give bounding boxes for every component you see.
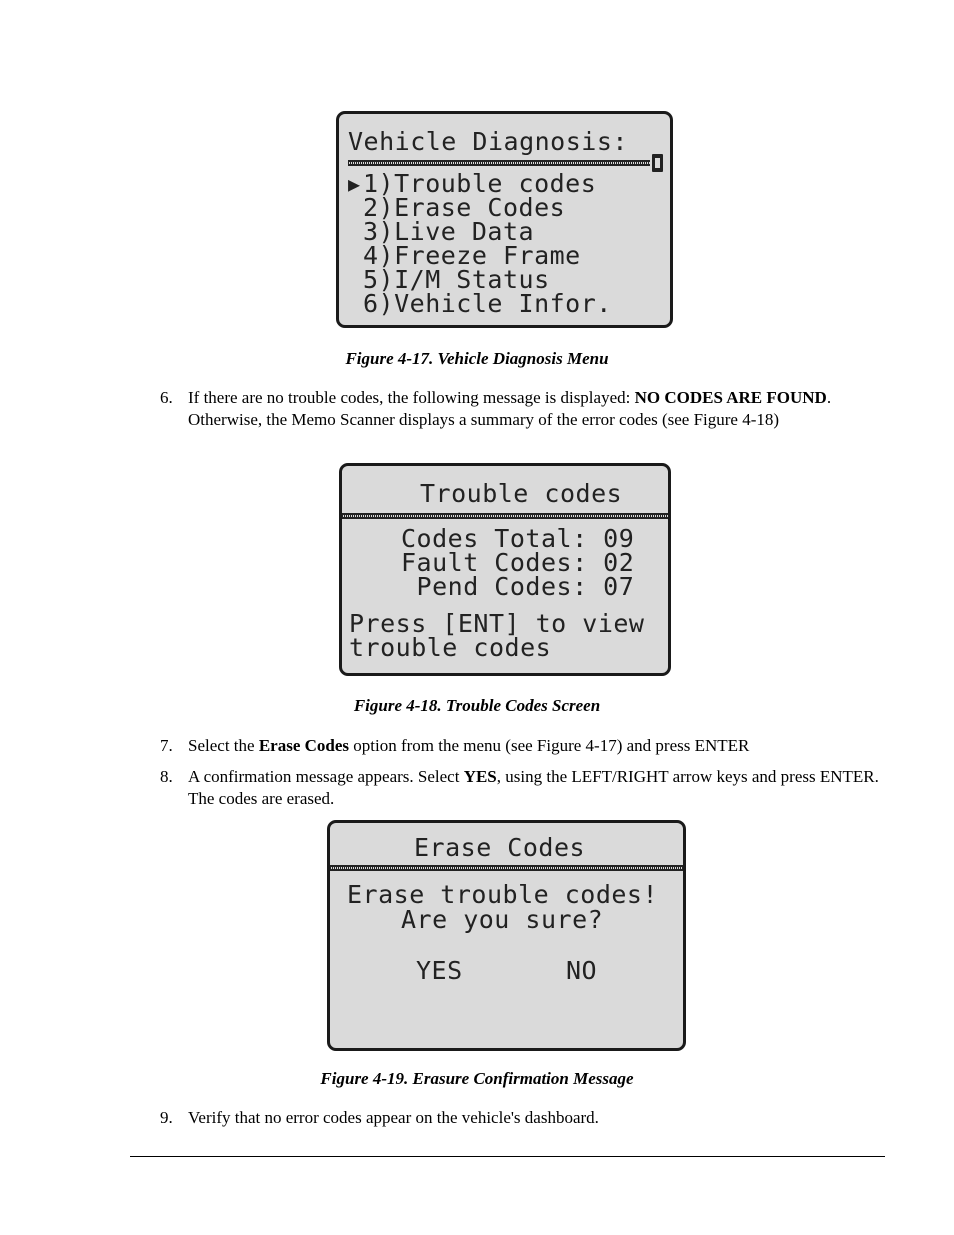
menu-item-erase-codes: 2)Erase Codes <box>363 193 566 222</box>
screen-title: Vehicle Diagnosis: <box>348 127 628 156</box>
step-text-part: option from the menu (see Figure 4-17) and press ENTER <box>349 736 750 755</box>
prompt-line: trouble codes <box>349 633 552 662</box>
step-text-part: A confirmation message appears. Select <box>188 767 464 786</box>
step-text-bold: YES <box>463 767 497 786</box>
step-text: Verify that no error codes appear on the vehicle's dashboard. <box>188 1108 599 1127</box>
pend-codes-line: Pend Codes: 07 <box>401 572 635 601</box>
figure-caption: Figure 4-19. Erasure Confirmation Message <box>320 1069 634 1088</box>
screen-title: Trouble codes <box>420 479 623 508</box>
step-text-part: , using the LEFT/RIGHT arrow keys and press ENTER. The codes are erased. <box>188 767 879 808</box>
menu-item-freeze-frame: 4)Freeze Frame <box>363 241 581 270</box>
footer-rule <box>130 1156 885 1157</box>
title-divider <box>330 865 686 871</box>
step-number: 8. <box>160 767 173 786</box>
no-option: NO <box>566 956 598 985</box>
menu-item-vehicle-infor: 6)Vehicle Infor. <box>363 289 612 318</box>
fault-codes-line: Fault Codes: 02 <box>401 548 635 577</box>
title-divider <box>342 513 671 519</box>
step-text-part: Select the <box>188 736 259 755</box>
step-text-bold: NO CODES ARE FOUND <box>634 388 827 407</box>
step-number: 7. <box>160 736 173 755</box>
erase-codes-screen <box>327 820 686 1051</box>
step-item <box>160 766 885 810</box>
trouble-codes-screen <box>339 463 671 676</box>
yes-option: YES <box>416 956 463 985</box>
scroll-indicator-icon <box>652 154 663 172</box>
vehicle-diagnosis-screen <box>336 111 673 328</box>
menu-item-im-status: 5)I/M Status <box>363 265 550 294</box>
title-divider <box>348 160 650 166</box>
step-item <box>160 387 860 431</box>
step-text <box>188 735 860 757</box>
menu-item-trouble-codes: 1)Trouble codes <box>363 169 597 198</box>
step-item <box>160 1107 860 1129</box>
step-text <box>188 766 885 810</box>
step-item <box>160 735 860 757</box>
step-text-bold: Erase Codes <box>258 736 350 755</box>
step-text <box>188 387 860 431</box>
step-number: 9. <box>160 1108 173 1127</box>
confirm-line: Erase trouble codes! <box>347 880 659 909</box>
prompt-line: Press [ENT] to view <box>349 609 645 638</box>
figure-caption: Figure 4-18. Trouble Codes Screen <box>353 696 601 715</box>
figure-caption: Figure 4-17. Vehicle Diagnosis Menu <box>345 349 609 368</box>
menu-cursor-icon: ▶ <box>348 172 361 196</box>
step-text-part: . Otherwise, the Memo Scanner displays a summary of the error codes (see Figure 4-18) <box>188 388 832 429</box>
menu-item-live-data: 3)Live Data <box>363 217 535 246</box>
step-number: 6. <box>160 388 173 407</box>
step-text-part: If there are no trouble codes, the following message is displayed: <box>188 388 635 407</box>
codes-total-line: Codes Total: 09 <box>401 524 635 553</box>
confirm-question: Are you sure? <box>401 905 604 934</box>
screen-title: Erase Codes <box>414 833 586 862</box>
